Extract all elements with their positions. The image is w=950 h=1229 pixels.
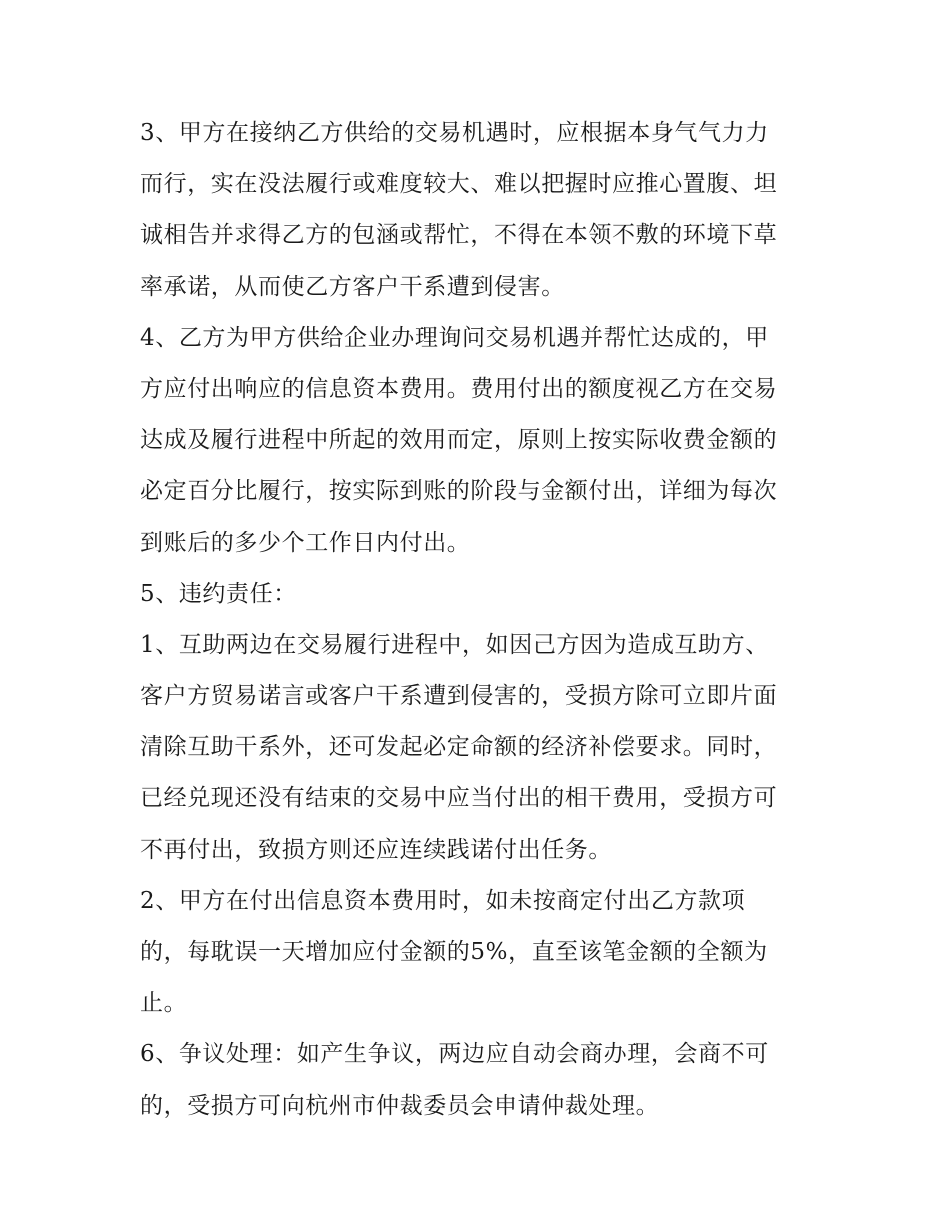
- text-line: 不再付出，致损方则还应连续践诺付出任务。: [140, 836, 612, 863]
- text-line: 1、互助两边在交易履行进程中，如因己方因为造成互助方、: [140, 631, 769, 658]
- text-line: 的，受损方可向杭州市仲裁委员会申请仲裁处理。: [140, 1092, 660, 1119]
- text-line: 而行，实在没法履行或难度较大、难以把握时应推心置腹、坦: [140, 171, 778, 198]
- text-line: 4、乙方为甲方供给企业办理询问交易机遇并帮忙达成的，甲: [140, 324, 769, 351]
- text-line: 清除互助干系外，还可发起必定命额的经济补偿要求。同时，: [140, 734, 778, 761]
- text-line: 达成及履行进程中所起的效用而定，原则上按实际收费金额的: [140, 427, 778, 454]
- text-line: 止。: [140, 990, 188, 1017]
- text-line: 率承诺，从而使乙方客户干系遭到侵害。: [140, 273, 565, 300]
- text-line: 客户方贸易诺言或客户干系遭到侵害的，受损方除可立即片面: [140, 683, 778, 710]
- section-heading: 5、违约责任：: [140, 580, 297, 607]
- text-line: 诚相告并求得乙方的包涵或帮忙，不得在本领不敷的环境下草: [140, 222, 778, 249]
- text-line: 6、争议处理：如产生争议，两边应自动会商办理，会商不可: [140, 1041, 769, 1068]
- text-line: 必定百分比履行，按实际到账的阶段与金额付出，详细为每次: [140, 478, 778, 505]
- text-line: 方应付出响应的信息资本费用。费用付出的额度视乙方在交易: [140, 375, 778, 402]
- text-line: 2、甲方在付出信息资本费用时，如未按商定付出乙方款项: [140, 887, 746, 914]
- text-line: 3、甲方在接纳乙方供给的交易机遇时，应根据本身气气力力: [140, 120, 769, 146]
- contract-body-text: [140, 108, 830, 1132]
- text-line: 已经兑现还没有结束的交易中应当付出的相干费用，受损方可: [140, 785, 778, 812]
- text-line: 到账后的多少个工作日内付出。: [140, 529, 471, 556]
- text-line: 的，每耽误一天增加应付金额的5%，直至该笔金额的全额为: [140, 939, 768, 965]
